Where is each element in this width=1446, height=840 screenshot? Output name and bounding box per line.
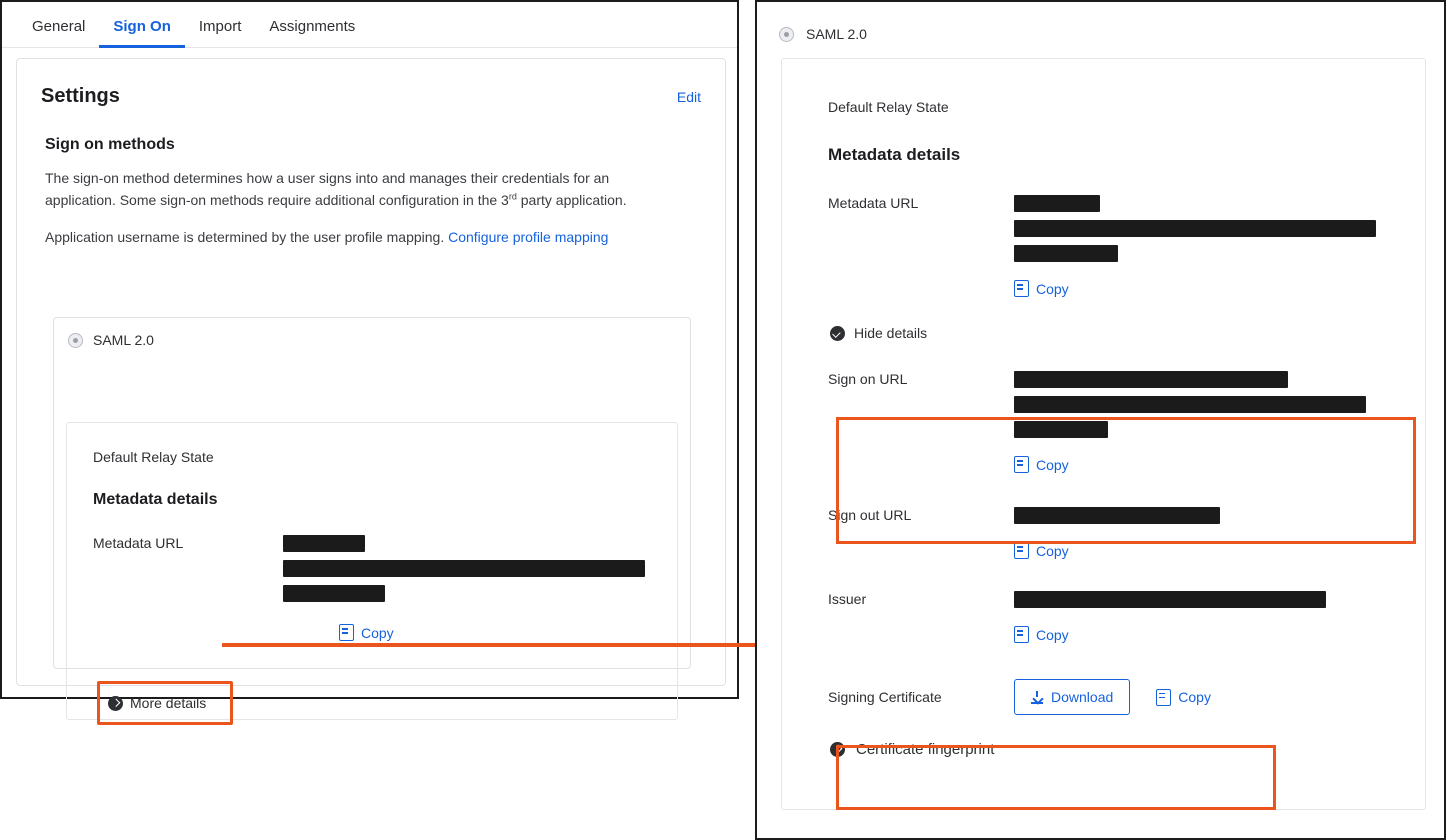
signing-certificate-label: Signing Certificate (828, 689, 942, 705)
copy-metadata-url-button[interactable] (1014, 280, 1425, 297)
right-screenshot-panel (755, 0, 1446, 840)
copy-label: Copy (1178, 689, 1211, 705)
metadata-url-label: Metadata URL (93, 535, 184, 551)
redaction-bar (283, 535, 365, 552)
page-title: Settings (41, 85, 120, 107)
copy-issuer-button[interactable] (1014, 626, 1425, 643)
app-username-text (17, 211, 725, 249)
more-details-label: More details (130, 695, 207, 711)
saml-details-box (66, 422, 678, 720)
configure-profile-mapping-link[interactable]: Configure profile mapping (448, 229, 609, 246)
copy-label: Copy (1036, 542, 1069, 559)
settings-header (17, 59, 725, 108)
redaction-bar (1014, 245, 1118, 262)
metadata-url-value (1014, 195, 1376, 262)
edit-link[interactable]: Edit (676, 89, 701, 105)
copy-icon (1014, 280, 1029, 297)
copy-label: Copy (361, 624, 394, 641)
redaction-bar (1014, 220, 1376, 237)
redaction-bar (283, 560, 645, 577)
tab-assignments[interactable]: Assignments (269, 18, 356, 35)
redaction-bar (1014, 371, 1288, 388)
saml-radio-row[interactable] (54, 318, 690, 348)
issuer-label: Issuer (828, 591, 867, 607)
saml-radio-label: SAML 2.0 (93, 332, 154, 348)
certificate-fingerprint-label: Certificate fingerprint (856, 741, 995, 758)
copy-label: Copy (1036, 456, 1069, 473)
highlight-box-sign-on-url (836, 417, 1416, 544)
saml-option-box (53, 317, 691, 669)
saml-details-box-expanded (781, 58, 1426, 810)
hide-details-label: Hide details (854, 325, 928, 341)
download-certificate-button[interactable] (1014, 679, 1130, 715)
app-username-static: Application username is determined by the user profile mapping. (45, 229, 445, 246)
metadata-url-row (67, 509, 677, 602)
default-relay-state-label: Default Relay State (93, 449, 214, 465)
redaction-bar (1014, 195, 1100, 212)
metadata-details-heading: Metadata details (93, 491, 218, 508)
signing-certificate-row (782, 643, 1425, 715)
sign-on-description-part1: The sign-on method determines how a user signs into and manages their credentials for an application. Some sign-on methods require additional configuration in the 3 (45, 170, 610, 208)
metadata-url-value (283, 535, 645, 602)
copy-icon (1156, 689, 1171, 706)
chevron-check-icon (830, 326, 845, 341)
radio-icon[interactable] (68, 333, 83, 348)
hide-details-button[interactable] (782, 297, 1425, 341)
settings-card (16, 58, 726, 711)
sign-on-description-part2: party application. (516, 191, 627, 208)
chevron-right-icon (108, 696, 123, 711)
sign-on-description (17, 154, 725, 211)
highlight-box-signing-certificate (836, 745, 1276, 810)
sign-on-methods-heading: Sign on methods (45, 136, 175, 153)
redaction-bar (1014, 591, 1326, 608)
default-relay-state-label: Default Relay State (828, 99, 949, 115)
tab-sign-on[interactable]: Sign On (99, 18, 185, 47)
metadata-url-label: Metadata URL (828, 195, 919, 211)
redaction-bar (283, 585, 385, 602)
copy-sign-out-url-button[interactable] (1014, 542, 1425, 559)
copy-certificate-button[interactable] (1156, 689, 1211, 706)
copy-icon (1014, 542, 1029, 559)
issuer-row (782, 559, 1425, 608)
copy-icon (1014, 626, 1029, 643)
tab-general[interactable]: General (32, 18, 86, 35)
left-screenshot-panel (0, 0, 739, 711)
metadata-url-row (782, 165, 1425, 262)
saml-radio-row-expanded[interactable] (757, 2, 1444, 42)
download-label: Download (1051, 689, 1114, 705)
copy-issuer-row (782, 608, 1425, 643)
copy-label: Copy (1036, 280, 1069, 297)
sign-on-url-label: Sign on URL (828, 371, 908, 387)
radio-icon[interactable] (779, 27, 794, 42)
more-details-button[interactable] (97, 681, 233, 725)
annotation-arrow (222, 636, 792, 654)
saml-radio-label: SAML 2.0 (806, 26, 867, 42)
tab-import[interactable]: Import (198, 18, 242, 35)
copy-metadata-url-row (782, 262, 1425, 297)
copy-label: Copy (1036, 626, 1069, 643)
issuer-value (1014, 591, 1326, 608)
redaction-bar (1014, 396, 1366, 413)
ordinal-suffix: rd (508, 191, 517, 202)
metadata-details-heading: Metadata details (828, 145, 961, 164)
sign-out-url-label: Sign out URL (828, 507, 912, 523)
download-icon (1031, 691, 1043, 704)
tab-bar (2, 2, 737, 48)
